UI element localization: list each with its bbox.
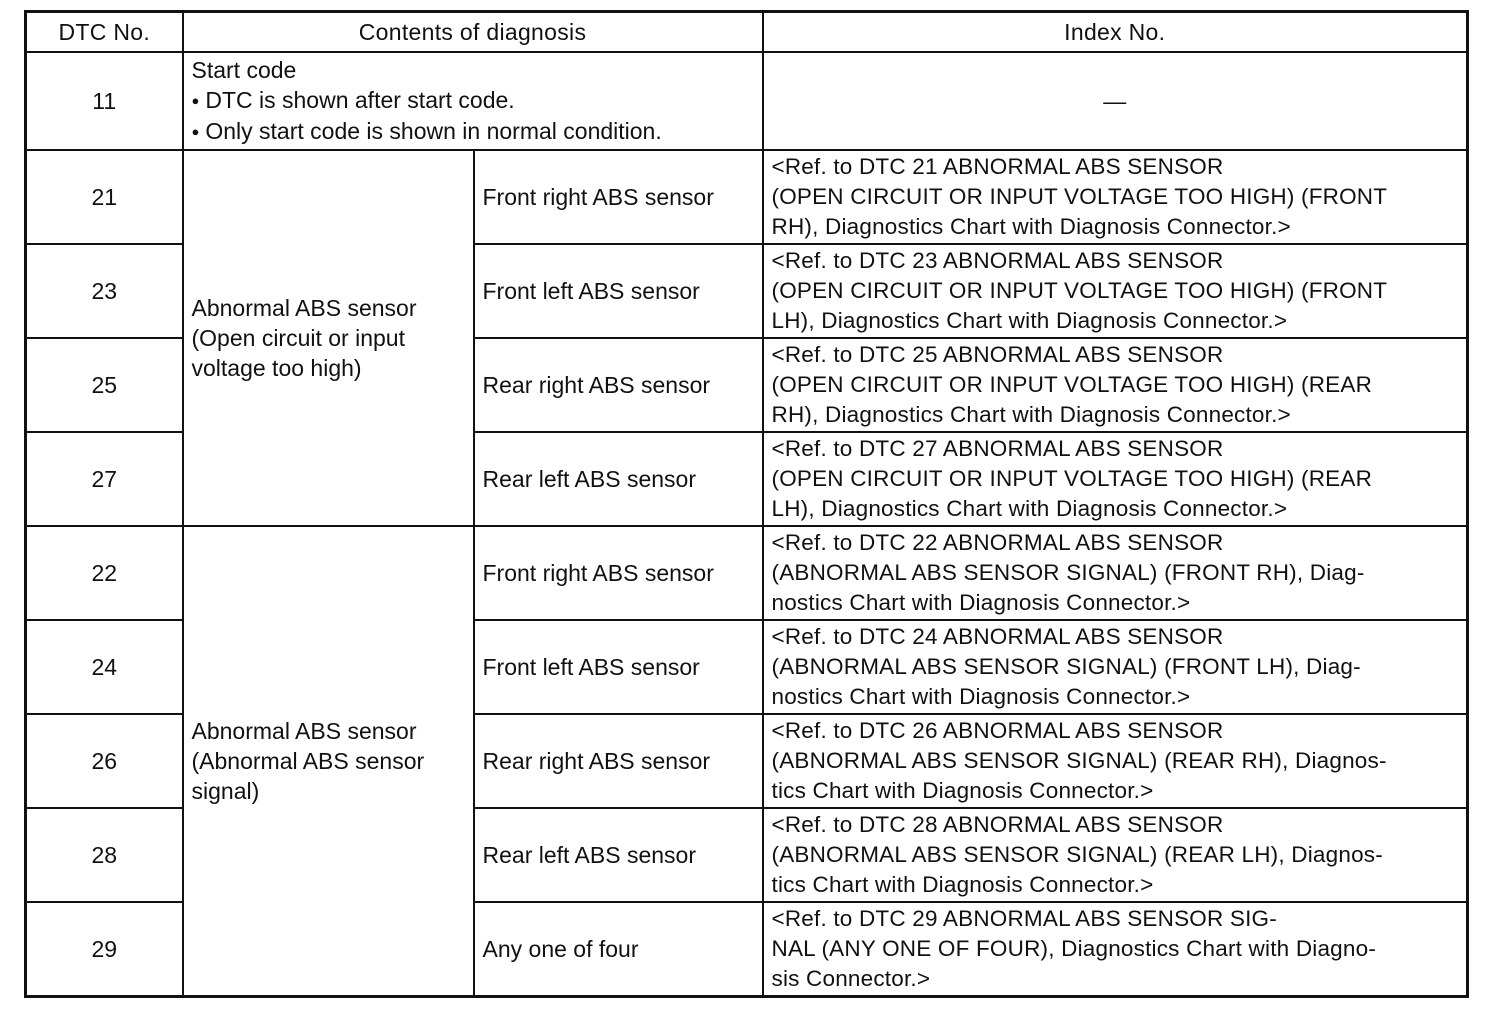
- index-reference: [763, 808, 1468, 902]
- index-line: tics Chart with Diagnosis Connector.>: [771, 872, 1154, 897]
- index-reference: [763, 338, 1468, 432]
- index-line: (ABNORMAL ABS SENSOR SIGNAL) (REAR RH), Diagnos-: [771, 748, 1387, 773]
- group-line: signal): [191, 778, 260, 804]
- index-line: nostics Chart with Diagnosis Connector.>: [771, 684, 1191, 709]
- index-reference: [763, 244, 1468, 338]
- group-line: (Open circuit or input: [191, 325, 405, 351]
- index-line: (OPEN CIRCUIT OR INPUT VOLTAGE TOO HIGH) (FRONT: [771, 184, 1388, 209]
- index-line: <Ref. to DTC 24 ABNORMAL ABS SENSOR: [771, 624, 1224, 649]
- dtc-table: [24, 10, 1469, 998]
- header-index: Index No.: [763, 12, 1468, 53]
- group-line: (Abnormal ABS sensor: [191, 748, 425, 774]
- index-line: (ABNORMAL ABS SENSOR SIGNAL) (FRONT RH), Diag-: [771, 560, 1365, 585]
- index-reference: [763, 620, 1468, 714]
- index-line: (OPEN CIRCUIT OR INPUT VOLTAGE TOO HIGH) (REAR: [771, 466, 1373, 491]
- group-line: voltage too high): [191, 355, 362, 381]
- index-line: <Ref. to DTC 27 ABNORMAL ABS SENSOR: [771, 436, 1224, 461]
- index-reference: [763, 902, 1468, 997]
- start-code-title: Start code: [191, 57, 297, 83]
- sensor-name: Rear left ABS sensor: [474, 432, 763, 526]
- index-line: <Ref. to DTC 21 ABNORMAL ABS SENSOR: [771, 154, 1224, 179]
- index-line: (OPEN CIRCUIT OR INPUT VOLTAGE TOO HIGH) (REAR: [771, 372, 1373, 397]
- dtc-number: 23: [26, 244, 183, 338]
- sensor-name: Front left ABS sensor: [474, 244, 763, 338]
- index-line: sis Connector.>: [771, 966, 931, 991]
- sensor-name: Rear right ABS sensor: [474, 714, 763, 808]
- index-line: nostics Chart with Diagnosis Connector.>: [771, 590, 1191, 615]
- index-line: LH), Diagnostics Chart with Diagnosis Connector.>: [771, 496, 1288, 521]
- sensor-name: Front right ABS sensor: [474, 150, 763, 244]
- dtc-number: 26: [26, 714, 183, 808]
- group-abnormal-signal: [183, 526, 474, 997]
- table-row-start: [26, 52, 1468, 150]
- group-line: Abnormal ABS sensor: [191, 295, 417, 321]
- start-code-description: [183, 52, 763, 150]
- index-line: tics Chart with Diagnosis Connector.>: [771, 778, 1154, 803]
- dtc-number: 22: [26, 526, 183, 620]
- index-line: (OPEN CIRCUIT OR INPUT VOLTAGE TOO HIGH) (FRONT: [771, 278, 1388, 303]
- header-row: [26, 12, 1468, 53]
- index-line: <Ref. to DTC 23 ABNORMAL ABS SENSOR: [771, 248, 1224, 273]
- dtc-number: 11: [26, 52, 183, 150]
- index-reference: [763, 432, 1468, 526]
- index-reference: [763, 714, 1468, 808]
- dtc-number: 21: [26, 150, 183, 244]
- index-line: <Ref. to DTC 26 ABNORMAL ABS SENSOR: [771, 718, 1224, 743]
- sensor-name: Rear left ABS sensor: [474, 808, 763, 902]
- start-code-bullet-2: ● Only start code is shown in normal condition.: [192, 116, 754, 147]
- sensor-name: Front left ABS sensor: [474, 620, 763, 714]
- dtc-number: 25: [26, 338, 183, 432]
- index-line: (ABNORMAL ABS SENSOR SIGNAL) (REAR LH), Diagnos-: [771, 842, 1383, 867]
- index-reference: [763, 150, 1468, 244]
- dtc-number: 28: [26, 808, 183, 902]
- index-line: <Ref. to DTC 22 ABNORMAL ABS SENSOR: [771, 530, 1224, 555]
- sensor-name: Rear right ABS sensor: [474, 338, 763, 432]
- index-dash: —: [763, 52, 1468, 150]
- index-line: RH), Diagnostics Chart with Diagnosis Connector.>: [771, 402, 1291, 427]
- index-line: <Ref. to DTC 28 ABNORMAL ABS SENSOR: [771, 812, 1224, 837]
- index-line: LH), Diagnostics Chart with Diagnosis Connector.>: [771, 308, 1288, 333]
- header-contents: Contents of diagnosis: [183, 12, 763, 53]
- table-row: [26, 526, 1468, 620]
- dtc-number: 24: [26, 620, 183, 714]
- index-line: NAL (ANY ONE OF FOUR), Diagnostics Chart with Diagno-: [771, 936, 1377, 961]
- dtc-number: 27: [26, 432, 183, 526]
- index-line: <Ref. to DTC 25 ABNORMAL ABS SENSOR: [771, 342, 1224, 367]
- group-line: Abnormal ABS sensor: [191, 718, 417, 744]
- index-line: <Ref. to DTC 29 ABNORMAL ABS SENSOR SIG-: [771, 906, 1277, 931]
- index-line: RH), Diagnostics Chart with Diagnosis Connector.>: [771, 214, 1291, 239]
- index-reference: [763, 526, 1468, 620]
- header-dtc-no: DTC No.: [26, 12, 183, 53]
- index-line: (ABNORMAL ABS SENSOR SIGNAL) (FRONT LH), Diag-: [771, 654, 1361, 679]
- dtc-number: 29: [26, 902, 183, 997]
- sensor-name: Any one of four: [474, 902, 763, 997]
- table-row: [26, 150, 1468, 244]
- sensor-name: Front right ABS sensor: [474, 526, 763, 620]
- group-open-circuit: [183, 150, 474, 526]
- start-code-bullet-1: ● DTC is shown after start code.: [192, 85, 754, 116]
